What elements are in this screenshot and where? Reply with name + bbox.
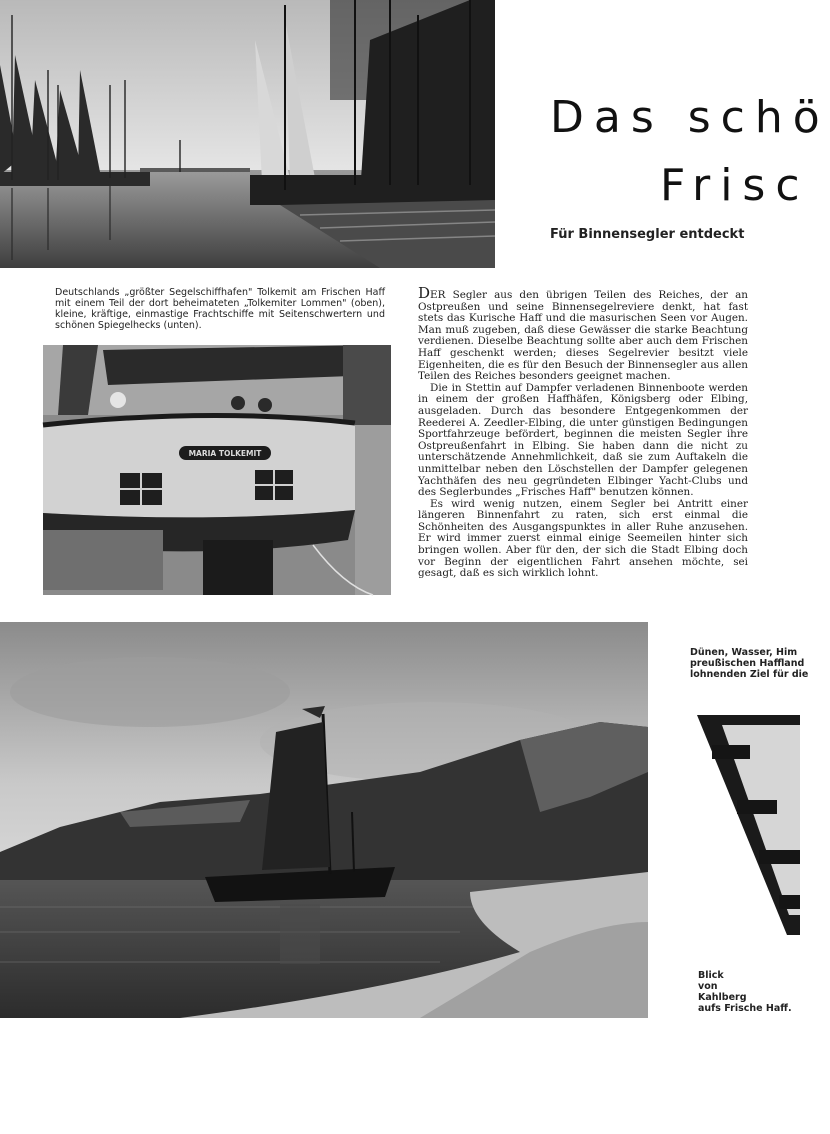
drop-cap: D	[418, 284, 431, 302]
page-title-line-1: Das schö	[550, 92, 830, 143]
article-paragraph-2: Die in Stettin auf Dampfer verladenen Binnenboote werden in einem der großen Haffhäfen, Königsberg oder Elbing, ausgeladen. Durch das besondere Entgegenkommen der Reederei A. Zeedler-Elbing, die unter günstigen Bedingungen Sportfahrzeuge befördert, beginnen die meisten Segler ihre Ostpreußenfahrt in Elbing. Sie haben dann die nicht zu unterschätzende Annehmlichkeit, daß sie zum Auftakeln die unmittelbar neben den Löschstellen der Dampfer gelegenen Yachthäfen des neu gegründeten Elbinger Yacht-Clubs und des Seglerbundes „Frisches Haff" benutzen können.	[418, 381, 748, 499]
caption-blick-line-1: Blick	[698, 970, 724, 981]
caption-right-line-1: Dünen, Wasser, Him	[690, 647, 798, 658]
subtitle: Für Binnensegler entdeckt	[550, 227, 745, 242]
caption-blick-line-4: aufs Frische Haff.	[698, 1003, 792, 1014]
harbor-photo	[0, 0, 495, 268]
article-paragraph-3: Es wird wenig nutzen, einem Segler bei Antritt einer längeren Binnenfahrt zu raten, sich erst einmal die Schönheiten des Ausgangspunktes in aller Ruhe anzusehen. Er wird immer zuerst einmal einige Seemeilen hinter sich bringen wollen. Aber für den, der sich die Stadt Elbing doch vor Beginn der eigentlichen Fahrt ansehen möchte, sei gesagt, daß es sich wirklich lohnt.	[418, 497, 748, 580]
article-paragraph-1	[418, 284, 748, 383]
caption-blick-line-2: von	[698, 981, 718, 992]
article-lead-text: ER Segler aus den übrigen Teilen des Reiches, der an Ostpreußen und seine Binnensegelreviere denkt, hat fast stets das Kurische Haff und die masurischen Seen vor Augen. Man muß zugeben, daß diese Gewässer die starke Beachtung verdienen. Dieselbe Beachtung sollte aber auch dem Frischen Haff geschenkt werden; dieses Segelrevier besitzt viele Eigenheiten, die es für den Besuch der Binnensegler aus allen Teilen des Reiches besonders geeignet machen.	[418, 289, 748, 383]
boat-stern-photo	[43, 345, 391, 595]
boat-name-plate: MARIA TOLKEMIT	[188, 449, 262, 458]
photo-caption-right	[690, 647, 810, 680]
dune-steps-photo-fragment	[697, 715, 800, 935]
caption-right-line-2: preußischen Haffland	[690, 658, 805, 669]
photo-caption-blick	[698, 970, 798, 1014]
page-title-line-2: Frisc	[660, 160, 810, 211]
dunes-boat-photo	[0, 622, 648, 1018]
caption-blick-line-3: Kahlberg	[698, 992, 747, 1003]
article-body	[418, 284, 748, 580]
caption-right-line-3: lohnenden Ziel für die	[690, 669, 809, 680]
photo-caption-top: Deutschlands „größter Segelschiffhafen" Tolkemit am Frischen Haff mit einem Teil der dort beheimateten „Tolkemiter Lommen" (oben), kleine, kräftige, einmastige Frachtschiffe mit Seitenschwertern und schönen Spiegelhecks (unten).	[55, 287, 385, 331]
